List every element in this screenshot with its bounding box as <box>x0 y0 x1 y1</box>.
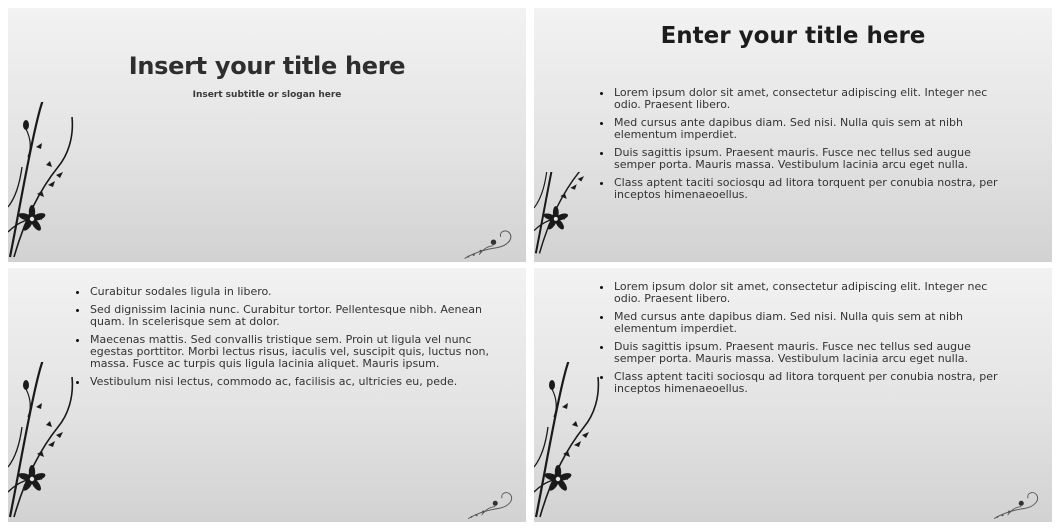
bullet-item: • Sed dignissim lacinia nunc. Curabitur tortor. Pellentesque nibh. Aenean quam. In scelerisque sem at dolor. <box>88 304 498 328</box>
slide-content-titled[interactable] <box>534 8 1052 262</box>
slide-subtitle-text: Insert subtitle or slogan here <box>192 90 342 100</box>
slide-title-text: Insert your title here <box>128 52 406 80</box>
bullet-item: • Duis sagittis ipsum. Praesent mauris. Fusce nec tellus sed augue semper porta. Mauris massa. Vestibulum lacinia arcu eget nulla. <box>612 147 1012 171</box>
bullet-item: • Med cursus ante dapibus diam. Sed nisi. Nulla quis sem at nibh elementum imperdiet. <box>612 117 1012 141</box>
bullet-list <box>590 281 1012 401</box>
bullet-item: • Class aptent taciti sociosqu ad litora torquent per conubia nostra, per inceptos himenaeoellus. <box>612 177 1012 201</box>
bullet-item: • Class aptent taciti sociosqu ad litora torquent per conubia nostra, per inceptos himenaeoellus. <box>612 371 1012 395</box>
bullet-list <box>590 87 1012 207</box>
floral-vine-icon <box>534 172 594 262</box>
floral-swirl-icon <box>454 226 524 262</box>
bullet-item: • Curabitur sodales ligula in libero. <box>88 286 498 298</box>
slide-content[interactable] <box>8 268 526 522</box>
floral-vine-icon <box>8 102 78 262</box>
slide-content[interactable] <box>534 268 1052 522</box>
bullet-item: • Lorem ipsum dolor sit amet, consectetur adipiscing elit. Integer nec odio. Praesent libero. <box>612 87 1012 111</box>
floral-swirl-icon <box>458 488 524 522</box>
bullet-item: • Maecenas mattis. Sed convallis tristique sem. Proin ut ligula vel nunc egestas porttitor. Morbi lectus risus, iaculis vel, suscipit quis, luctus non, massa. Fusce ac turpis quis ligula lacinia aliquet. Mauris ipsum. <box>88 334 498 370</box>
floral-swirl-icon <box>984 488 1050 522</box>
slide-title-text: Enter your title here <box>660 23 926 49</box>
slide-title[interactable] <box>8 8 526 262</box>
bullet-item: • Duis sagittis ipsum. Praesent mauris. Fusce nec tellus sed augue semper porta. Mauris massa. Vestibulum lacinia arcu eget nulla. <box>612 341 1012 365</box>
bullet-item: • Lorem ipsum dolor sit amet, consectetur adipiscing elit. Integer nec odio. Praesent libero. <box>612 281 1012 305</box>
bullet-list <box>66 286 498 394</box>
floral-vine-icon <box>8 362 78 522</box>
floral-vine-icon <box>534 362 604 522</box>
bullet-item: • Med cursus ante dapibus diam. Sed nisi. Nulla quis sem at nibh elementum imperdiet. <box>612 311 1012 335</box>
bullet-item: • Vestibulum nisi lectus, commodo ac, facilisis ac, ultricies eu, pede. <box>88 376 498 388</box>
